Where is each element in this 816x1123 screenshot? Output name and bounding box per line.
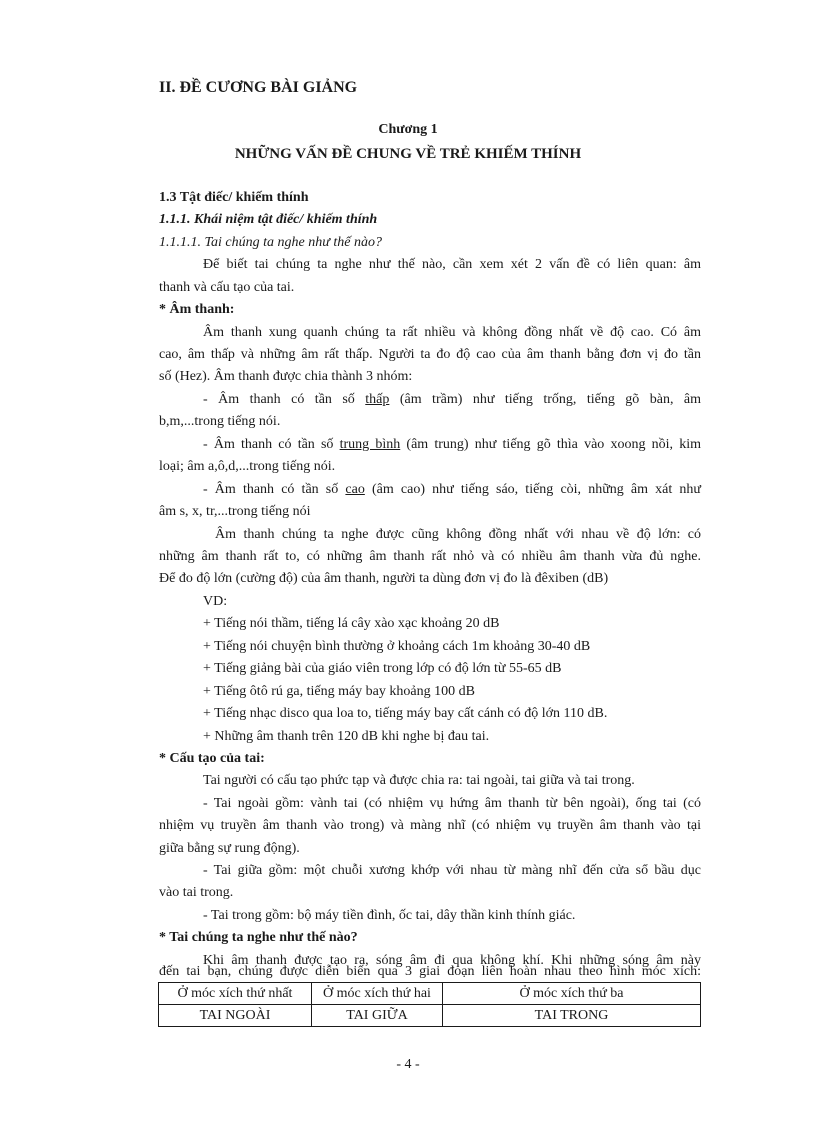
sound-p1-line-3: số (Hez). Âm thanh được chia thành 3 nhóm: [159,369,413,384]
sound-p2-line-2: những âm thanh rất to, có những âm thanh rất nhỏ và có nhiều âm thanh vừa đủ nghe. [159,549,701,564]
example-label: VD: [203,594,228,609]
chapter-title: NHỮNG VẤN ĐỀ CHUNG VỀ TRẺ KHIẾM THÍNH [234,146,582,162]
mid-freq-line-2: loại; âm a,ô,d,...trong tiếng nói. [159,459,336,474]
mid-freq-term: trung bình [339,437,401,452]
intro-line-2: thanh và cấu tạo của tai. [159,280,295,295]
high-freq-term: cao [345,482,365,497]
heading-1-3: 1.3 Tật điếc/ khiếm thính [159,190,309,205]
low-freq-line-1: - Âm thanh có tần số thấp (âm trầm) như tiếng trống, tiếng gõ bàn, âm [203,392,701,407]
hearing-heading: * Tai chúng ta nghe như thế nào? [159,930,358,945]
middle-ear-line-1: - Tai giữa gồm: một chuỗi xương khớp với nhau từ màng nhĩ đến cửa sổ bầu dục [203,863,701,878]
chain-header-2: Ở móc xích thứ hai [312,983,443,1005]
heading-1-1-1: 1.1.1. Khái niệm tật điếc/ khiếm thính [159,212,378,227]
intro-line-1: Để biết tai chúng ta nghe như thế nào, cần xem xét 2 vấn đề có liên quan: âm [203,257,701,272]
middle-ear-line-2: vào tai trong. [159,885,234,900]
section-heading: II. ĐỀ CƯƠNG BÀI GIẢNG [159,79,358,96]
chain-value-3: TAI TRONG [443,1005,701,1027]
heading-1-1-1-1: 1.1.1.1. Tai chúng ta nghe như thế nào? [159,235,382,250]
chapter-number: Chương 1 [378,122,438,137]
sound-heading: * Âm thanh: [159,302,235,317]
inner-ear: - Tai trong gồm: bộ máy tiền đình, ốc tai, dây thần kinh thính giác. [203,908,576,923]
ear-heading: * Cấu tạo của tai: [159,751,265,766]
chain-value-1: TAI NGOÀI [159,1005,312,1027]
chain-value-2: TAI GIỮA [312,1005,443,1027]
sound-p1-line-2: cao, âm thấp và những âm rất thấp. Người ta đo độ cao của âm thanh bằng đơn vị đo tần [159,347,701,362]
sound-p2-line-1: Âm thanh chúng ta nghe được cũng không đồng nhất với nhau về độ lớn: có [215,527,701,542]
outer-ear-line-2: nhiệm vụ truyền âm thanh vào trong) và màng nhĩ (có nhiệm vụ truyền âm thanh vào tại [159,818,701,833]
high-freq-line-2: âm s, x, tr,...trong tiếng nói [159,504,311,519]
sound-p2-line-3: Để đo độ lớn (cường độ) của âm thanh, người ta dùng đơn vị đo là đêxiben (dB) [159,571,609,586]
ear-p1: Tai người có cấu tạo phức tạp và được chia ra: tai ngoài, tai giữa và tai trong. [203,773,635,788]
example-item: + Tiếng ôtô rú ga, tiếng máy bay khoảng 100 dB [203,684,475,699]
example-item: + Tiếng giảng bài của giáo viên trong lớp có độ lớn từ 55-65 dB [203,661,562,676]
high-freq-line-1: - Âm thanh có tần số cao (âm cao) như tiếng sáo, tiếng còi, những âm xát như [203,482,702,497]
example-item: + Tiếng nói thầm, tiếng lá cây xào xạc khoảng 20 dB [203,616,500,631]
ear-chain-table [158,982,701,1027]
outer-ear-line-3: giữa bằng sự rung động). [159,841,300,856]
chain-header-1: Ở móc xích thứ nhất [159,983,312,1005]
low-freq-term: thấp [365,392,390,407]
example-item: + Những âm thanh trên 120 dB khi nghe bị đau tai. [203,729,490,744]
outer-ear-line-1: - Tai ngoài gồm: vành tai (có nhiệm vụ hứng âm thanh từ bên ngoài), ống tai (có [203,796,701,811]
low-freq-line-2: b,m,...trong tiếng nói. [159,414,281,429]
mid-freq-line-1: - Âm thanh có tần số trung bình (âm trung) như tiếng gõ thìa vào xoong nồi, kim [203,437,701,452]
chain-header-3: Ở móc xích thứ ba [443,983,701,1005]
example-item: + Tiếng nhạc disco qua loa to, tiếng máy bay cất cánh có độ lớn 110 dB. [203,706,608,721]
sound-p1-line-1: Âm thanh xung quanh chúng ta rất nhiều và không đồng nhất về độ cao. Có âm [203,325,701,340]
hearing-line-2: đến tai bạn, chúng được diễn biến qua 3 giai đoạn liên hoàn nhau theo hình móc xích: [159,964,701,979]
hearing-line-1: Khi âm thanh được tạo ra, sóng âm đi qua không khí. Khi những sóng âm này [203,953,701,968]
page-number: - 4 - [396,1057,420,1072]
example-item: + Tiếng nói chuyện bình thường ở khoảng cách 1m khoảng 30-40 dB [203,639,591,654]
